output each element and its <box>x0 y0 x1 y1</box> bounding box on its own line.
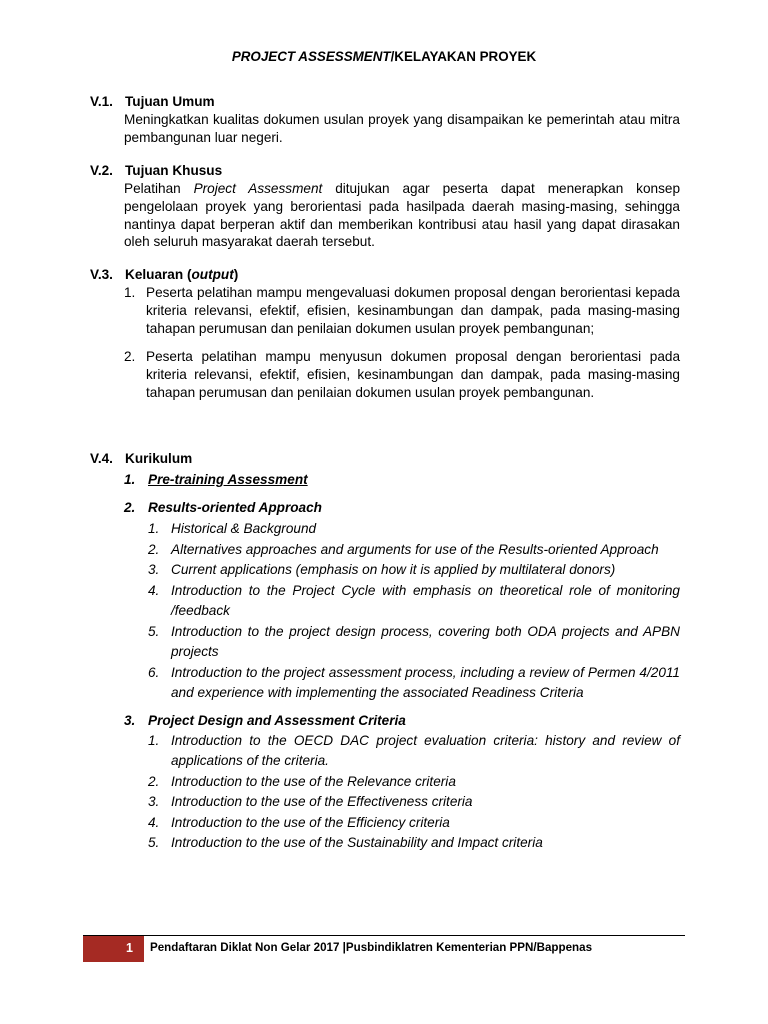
title-rest: /KELAYAKAN PROYEK <box>390 49 537 64</box>
section-title: Tujuan Umum <box>125 94 215 109</box>
sublist-item <box>148 581 680 622</box>
sublist-text: Introduction to the use of the Relevance criteria <box>171 773 456 789</box>
title-italic: PROJECT ASSESSMENT <box>231 49 391 64</box>
list-number: 1. <box>124 285 136 300</box>
curriculum-number: 3. <box>124 712 136 728</box>
curriculum-sublist-3 <box>148 731 680 854</box>
text-italic: Project Assessment <box>193 181 323 196</box>
section-heading <box>90 266 680 284</box>
curriculum-heading-3 <box>124 712 680 730</box>
sublist-number: 6. <box>148 664 160 680</box>
section-number: V.4. <box>90 451 113 466</box>
page-title <box>0 49 768 64</box>
list-number: 2. <box>124 349 136 365</box>
heading-italic: output <box>191 267 234 282</box>
sublist-item <box>148 519 680 540</box>
heading-post: ) <box>233 267 239 282</box>
list-item <box>124 284 680 337</box>
curriculum-number: 1. <box>124 472 136 487</box>
sublist-item <box>148 622 680 663</box>
section-tujuan-khusus <box>90 162 680 251</box>
sublist-item <box>148 731 680 772</box>
sublist-text: Introduction to the use of the Effectiveness criteria <box>171 794 473 809</box>
output-list <box>124 284 680 402</box>
sublist-number: 3. <box>148 562 160 577</box>
curriculum-label: Results-oriented Approach <box>148 500 322 515</box>
sublist-text: Alternatives approaches and arguments for use of the Results-oriented Approach <box>171 541 659 557</box>
list-item <box>124 348 680 401</box>
section-kurikulum <box>90 450 680 854</box>
sublist-item <box>148 833 680 854</box>
section-title: Tujuan Khusus <box>125 163 223 178</box>
sublist-item <box>148 540 680 561</box>
sublist-item <box>148 813 680 834</box>
section-number: V.2. <box>90 163 113 178</box>
sublist-number: 3. <box>148 794 160 809</box>
section-text <box>124 180 680 251</box>
text-post: ditujukan agar peserta dapat menerapkan konsep pengelolaan proyek yang berorientasi pada hasilpada daerah masing-masing, sehingga nantinya dapat berperan aktif dan memberikan kontribusi atau hasil yang dapat dirasakan oleh seluruh masyarakat daerah tersebut. <box>124 181 681 250</box>
section-text: Meningkatkan kualitas dokumen usulan proyek yang disampaikan ke pemerintah atau mitra pembangunan luar negeri. <box>124 112 680 145</box>
sublist-text: Historical & Background <box>171 521 317 536</box>
sublist-number: 1. <box>148 732 160 748</box>
sublist-text: Introduction to the use of the Sustainability and Impact criteria <box>171 835 543 850</box>
sublist-number: 2. <box>148 773 160 789</box>
text-pre: Pelatihan <box>124 181 194 196</box>
footer-text: Pendaftaran Diklat Non Gelar 2017 |Pusbindiklatren Kementerian PPN/Bappenas <box>150 941 593 954</box>
sublist-number: 4. <box>148 814 160 830</box>
curriculum-sublist-2 <box>148 519 680 704</box>
section-heading <box>90 450 680 468</box>
list-text: Peserta pelatihan mampu mengevaluasi dokumen proposal dengan berorientasi kepada kriteria relevansi, efektif, efisien, kesinambungan dan dampak, pada masing-masing tahapan perumusan dan penilaian dokumen usulan proyek pembangunan; <box>146 285 680 336</box>
section-heading <box>90 162 680 180</box>
curriculum-label: Project Design and Assessment Criteria <box>148 712 406 728</box>
sublist-item <box>148 792 680 813</box>
sublist-item <box>148 663 680 704</box>
section-number: V.3. <box>90 267 113 282</box>
sublist-number: 2. <box>148 541 160 557</box>
section-heading <box>90 93 680 111</box>
curriculum-label: Pre-training Assessment <box>148 472 308 487</box>
sublist-item <box>148 560 680 581</box>
section-keluaran <box>90 266 680 402</box>
section-tujuan-umum <box>90 93 680 147</box>
curriculum-heading-2 <box>124 499 680 517</box>
sublist-number: 1. <box>148 521 160 536</box>
sublist-text: Introduction to the project assessment process, including a review of Permen 4/2011 and experience with implementing the associated Readiness Criteria <box>171 664 680 700</box>
section-title: Kurikulum <box>125 451 193 466</box>
sublist-text: Introduction to the project design process, covering both ODA projects and APBN projects <box>171 623 680 659</box>
sublist-text: Introduction to the use of the Efficiency criteria <box>171 814 450 830</box>
curriculum-heading-1 <box>124 471 680 489</box>
page-number: 1 <box>83 936 144 962</box>
curriculum-number: 2. <box>124 500 136 515</box>
sublist-number: 4. <box>148 582 160 598</box>
section-number: V.1. <box>90 94 113 109</box>
sublist-text: Introduction to the Project Cycle with emphasis on theoretical role of monitoring /feedback <box>171 582 680 618</box>
sublist-number: 5. <box>148 835 160 850</box>
list-text: Peserta pelatihan mampu menyusun dokumen proposal dengan berorientasi pada kriteria relevansi, efektif, efisien, kesinambungan dan dampak, pada masing-masing tahapan perumusan dan penilaian dokumen usulan proyek pembangunan. <box>146 349 680 400</box>
sublist-text: Current applications (emphasis on how it is applied by multilateral donors) <box>171 562 616 577</box>
sublist-item <box>148 772 680 793</box>
sublist-number: 5. <box>148 623 160 639</box>
heading-pre: Keluaran ( <box>125 267 192 282</box>
sublist-text: Introduction to the OECD DAC project evaluation criteria: history and review of applications of the criteria. <box>171 732 680 768</box>
